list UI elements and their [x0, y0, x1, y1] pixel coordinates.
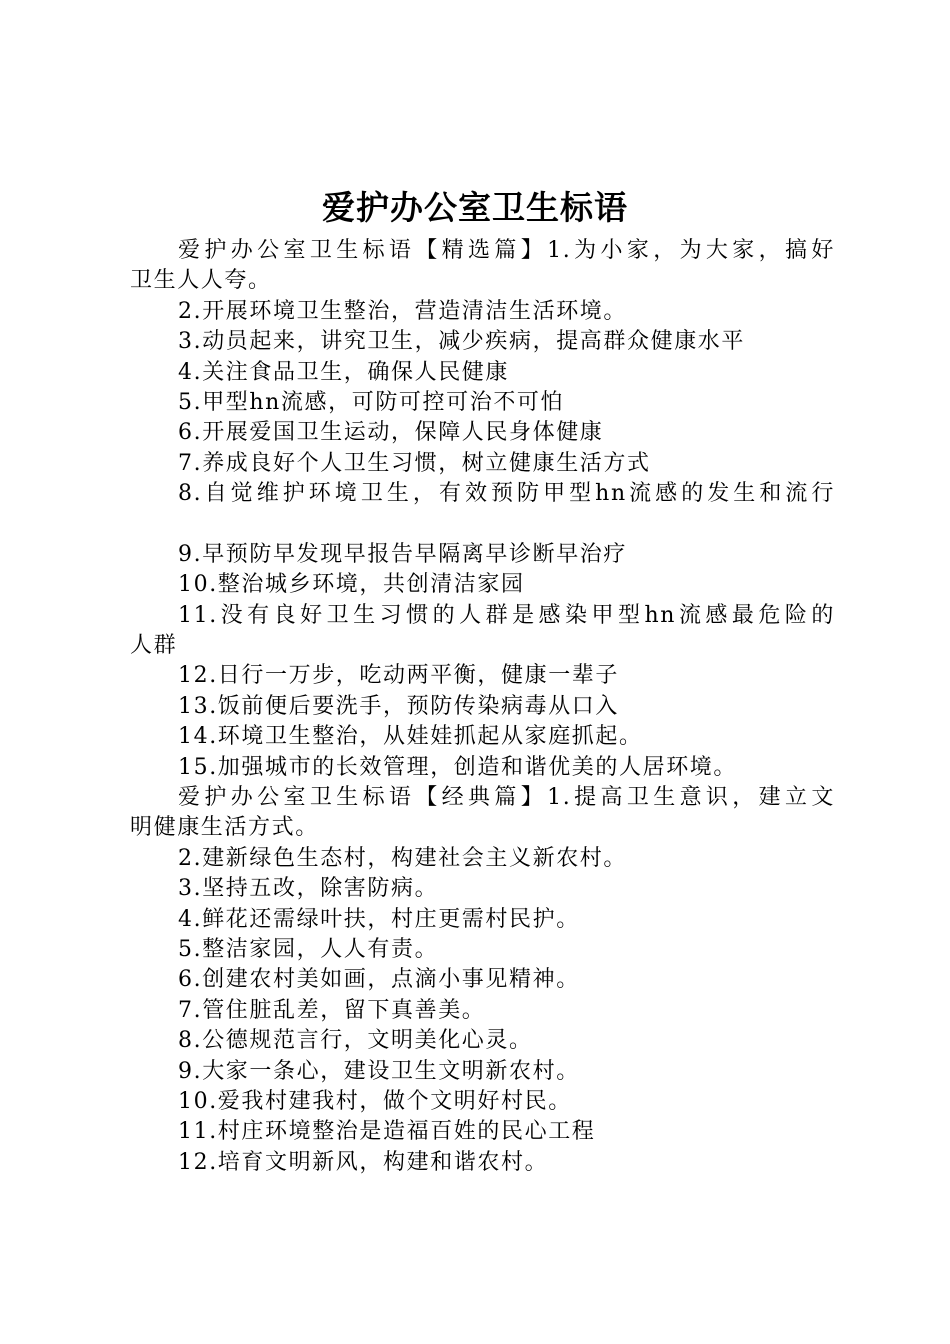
blank-line: [130, 510, 835, 540]
slogan-line: 4.鲜花还需绿叶扶，村庄更需村民护。: [178, 906, 580, 932]
slogan-line: 2.建新绿色生态村，构建社会主义新农村。: [178, 845, 627, 871]
slogan-line: 3.动员起来，讲究卫生，减少疾病，提高群众健康水平: [178, 329, 745, 355]
slogan-line: 11.没有良好卫生习惯的人群是感染甲型hn流感最危险的: [178, 602, 835, 628]
slogan-line: 4.关注食品卫生，确保人民健康: [178, 359, 509, 385]
slogan-line: 5.整洁家园，人人有责。: [178, 936, 439, 962]
slogan-line: 10.整治城乡环境，共创清洁家园: [178, 572, 525, 598]
paragraph-line: 爱护办公室卫生标语【经典篇】1.提高卫生意识，建立文: [178, 785, 835, 811]
slogan-line: 人群: [130, 633, 178, 659]
slogan-line: 7.养成良好个人卫生习惯，树立健康生活方式: [178, 450, 651, 476]
paragraph-line: 卫生人人夸。: [130, 268, 272, 294]
document-body: [130, 236, 835, 1178]
slogan-line: 7.管住脏乱差，留下真善美。: [178, 997, 486, 1023]
document-title: 爱护办公室卫生标语: [322, 188, 628, 227]
slogan-line: 8.自觉维护环境卫生，有效预防甲型hn流感的发生和流行: [178, 481, 835, 507]
slogan-line: 9.早预防早发现早报告早隔离早诊断早治疗: [178, 541, 627, 567]
paragraph-line: 爱护办公室卫生标语【精选篇】1.为小家，为大家，搞好: [178, 238, 835, 263]
paragraph-line: 明健康生活方式。: [130, 815, 319, 841]
slogan-line: 6.创建农村美如画，点滴小事见精神。: [178, 967, 580, 993]
slogan-line: 11.村庄环境整治是造福百姓的民心工程: [178, 1119, 596, 1145]
slogan-line: 9.大家一条心，建设卫生文明新农村。: [178, 1058, 580, 1084]
slogan-line: 15.加强城市的长效管理，创造和谐优美的人居环境。: [178, 754, 737, 780]
slogan-line: 10.爱我村建我村，做个文明好村民。: [178, 1088, 572, 1114]
slogan-line: 14.环境卫生整治，从娃娃抓起从家庭抓起。: [178, 724, 643, 750]
slogan-line: 3.坚持五改，除害防病。: [178, 876, 439, 902]
slogan-line: 5.甲型hn流感，可防可控可治不可怕: [178, 389, 565, 415]
slogan-line: 12.日行一万步，吃动两平衡，健康一辈子: [178, 663, 619, 689]
slogan-line: 13.饭前便后要洗手，预防传染病毒从口入: [178, 693, 619, 719]
slogan-line: 8.公德规范言行，文明美化心灵。: [178, 1028, 533, 1054]
slogan-line: 12.培育文明新风，构建和谐农村。: [178, 1149, 549, 1175]
slogan-line: 2.开展环境卫生整治，营造清洁生活环境。: [178, 298, 627, 324]
slogan-line: 6.开展爱国卫生运动，保障人民身体健康: [178, 420, 604, 446]
